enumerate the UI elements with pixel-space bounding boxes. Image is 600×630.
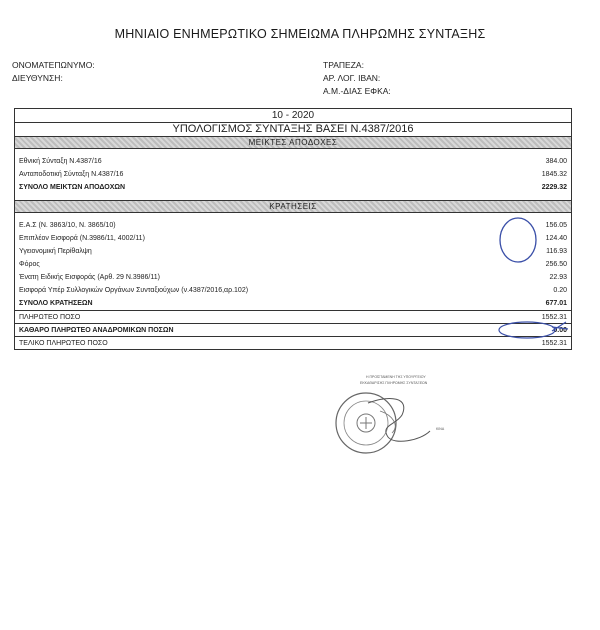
row-value: 1552.31 <box>541 340 567 347</box>
row-value: 0.20 <box>553 287 567 294</box>
table-row <box>15 232 571 245</box>
deductions-total-row <box>15 297 571 310</box>
row-label: Ε.Α.Σ (Ν. 3863/10, Ν. 3865/10) <box>19 222 116 229</box>
row-label: Φόρος <box>19 261 40 268</box>
row-label: ΣΥΝΟΛΟ ΜΕΙΚΤΩΝ ΑΠΟΔΟΧΩΝ <box>19 184 126 191</box>
table-row <box>15 168 571 181</box>
row-value: 1845.32 <box>541 171 567 178</box>
document-title: ΜΗΝΙΑΙΟ ΕΝΗΜΕΡΩΤΙΚΟ ΣΗΜΕΙΩΜΑ ΠΛΗΡΩΜΗΣ ΣΥΝΤΑΞΗΣ <box>114 27 486 41</box>
stamp-text-line3: ΚΙΝΑ <box>436 427 445 431</box>
row-label: ΣΥΝΟΛΟ ΚΡΑΤΗΣΕΩΝ <box>19 300 93 307</box>
gross-total-row <box>15 181 571 194</box>
row-value: 0.00 <box>553 327 567 334</box>
row-label: Υγειονομική Περίθαλψη <box>19 248 92 255</box>
row-value: 156.05 <box>545 222 567 229</box>
row-value: 677.01 <box>545 300 567 307</box>
calculation-heading: ΥΠΟΛΟΓΙΣΜΟΣ ΣΥΝΤΑΞΗΣ ΒΑΣΕΙ Ν.4387/2016 <box>15 123 571 137</box>
row-label: Εθνική Σύνταξη Ν.4387/16 <box>19 158 102 165</box>
row-label: ΠΛΗΡΩΤΕΟ ΠΟΣΟ <box>19 314 81 321</box>
bank-field-label: ΤΡΑΠΕΖΑ: <box>323 60 364 70</box>
row-label: Επιπλέον Εισφορά (Ν.3986/11, 4002/11) <box>19 235 145 242</box>
row-value: 116.93 <box>546 248 567 255</box>
row-value: 124.40 <box>545 235 567 242</box>
row-label: ΚΑΘΑΡΟ ΠΛΗΡΩΤΕΟ ΑΝΑΔΡΟΜΙΚΩΝ ΠΟΣΩΝ <box>19 327 174 334</box>
official-seal-stamp <box>330 385 440 465</box>
row-value: 2229.32 <box>541 184 567 191</box>
iban-field-label: ΑΡ. ΛΟΓ. IBAN: <box>323 73 381 83</box>
payable-row <box>15 310 571 323</box>
table-row <box>15 219 571 232</box>
stamp-text-line1: Η ΠΡΟΪΣΤΑΜΕΝΗ ΤΗΣ ΥΠΟΥΡΓΕΙΟΥ <box>366 375 426 379</box>
row-value: 22.93 <box>549 274 567 281</box>
name-field-label: ΟΝΟΜΑΤΕΠΩΝΥΜΟ: <box>12 60 95 70</box>
final-payable-row <box>15 336 571 349</box>
amka-field-label: Α.Μ.-ΔΙΑΣ ΕΦΚΑ: <box>323 86 391 96</box>
row-value: 384.00 <box>545 158 567 165</box>
pension-calculation-table <box>14 108 572 350</box>
address-field-label: ΔΙΕΥΘΥΝΣΗ: <box>12 73 63 83</box>
table-row <box>15 258 571 271</box>
row-label: Ένατη Ειδικής Εισφοράς (Αρθ. 29 Ν.3986/11) <box>19 274 160 281</box>
row-label: Ανταποδοτική Σύνταξη Ν.4387/16 <box>19 171 124 178</box>
period: 10 - 2020 <box>15 109 571 123</box>
row-value: 256.50 <box>545 261 567 268</box>
table-row <box>15 155 571 168</box>
deductions-band: ΚΡΑΤΗΣΕΙΣ <box>15 201 571 213</box>
retroactive-row <box>15 323 571 336</box>
stamp-text-line2: ΕΚΚΑΘΑΡΙΣΗΣ ΠΛΗΡΩΜΗΣ ΣΥΝΤΑΞΕΩΝ <box>360 381 428 385</box>
gross-earnings-band: ΜΕΙΚΤΕΣ ΑΠΟΔΟΧΕΣ <box>15 137 571 149</box>
table-row <box>15 271 571 284</box>
table-row <box>15 245 571 258</box>
table-row <box>15 284 571 297</box>
row-value: 1552.31 <box>541 314 567 321</box>
row-label: ΤΕΛΙΚΟ ΠΛΗΡΩΤΕΟ ΠΟΣΟ <box>19 340 108 347</box>
row-label: Εισφορά Υπέρ Συλλογικών Οργάνων Συνταξιούχων (ν.4387/2016,αρ.102) <box>19 287 249 294</box>
